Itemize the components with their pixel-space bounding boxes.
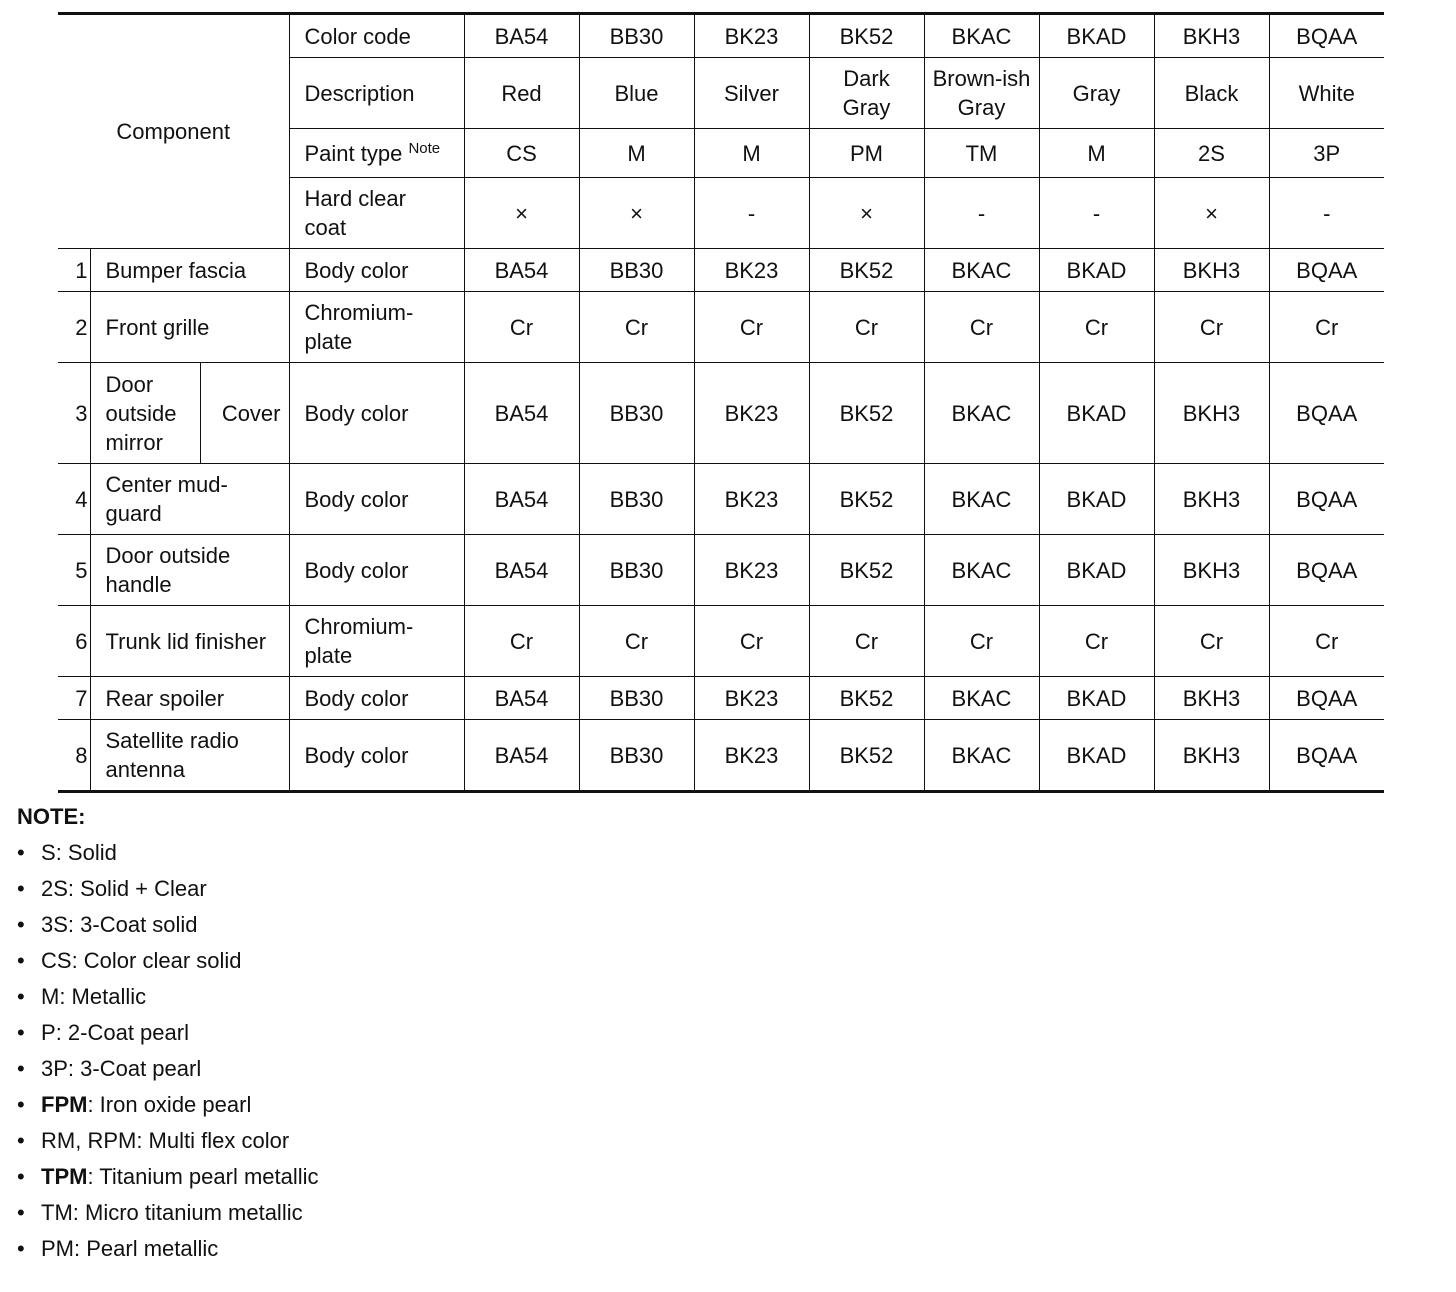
component-name: Door outside handle	[90, 535, 289, 606]
table-row	[58, 249, 1384, 292]
finish-type: Chromium-plate	[289, 292, 464, 363]
value-cell: BK23	[694, 249, 809, 292]
bullet: •	[17, 1236, 25, 1261]
paint-type-cell: CS	[464, 129, 579, 178]
color-code-cell: BA54	[464, 14, 579, 58]
value-cell: BQAA	[1269, 535, 1384, 606]
component-name: Rear spoiler	[90, 677, 289, 720]
value-cell: Cr	[464, 606, 579, 677]
value-cell: BK52	[809, 720, 924, 792]
row-number: 1	[58, 249, 90, 292]
bullet: •	[17, 1056, 25, 1081]
value-cell: BKAD	[1039, 720, 1154, 792]
row-number: 5	[58, 535, 90, 606]
note-text: : Solid	[55, 840, 117, 865]
bullet: •	[17, 840, 25, 865]
paint-type-cell: 3P	[1269, 129, 1384, 178]
hard-clear-cell: ×	[579, 178, 694, 249]
table-row	[58, 606, 1384, 677]
value-cell: Cr	[694, 606, 809, 677]
value-cell: Cr	[1154, 606, 1269, 677]
paint-type-note-sup: Note	[408, 139, 441, 157]
value-cell: Cr	[579, 292, 694, 363]
note-text: : Micro titanium metallic	[72, 1200, 303, 1225]
value-cell: BKH3	[1154, 363, 1269, 464]
value-cell: BK23	[694, 464, 809, 535]
table-row	[58, 720, 1384, 792]
hard-clear-cell: -	[924, 178, 1039, 249]
bullet: •	[17, 876, 25, 901]
note-code: CS	[41, 948, 72, 973]
value-cell: BQAA	[1269, 720, 1384, 792]
list-item	[17, 875, 319, 911]
hard-clear-cell: ×	[1154, 178, 1269, 249]
value-cell: Cr	[1039, 606, 1154, 677]
value-cell: BA54	[464, 677, 579, 720]
note-code: 3P	[41, 1056, 68, 1081]
hard-clear-cell: ×	[464, 178, 579, 249]
finish-type: Body color	[289, 677, 464, 720]
value-cell: Cr	[1269, 292, 1384, 363]
value-cell: BB30	[579, 720, 694, 792]
note-code: P	[41, 1020, 56, 1045]
row-number: 7	[58, 677, 90, 720]
paint-type-cell: 2S	[1154, 129, 1269, 178]
note-text: : Metallic	[59, 984, 147, 1009]
hard-clear-cell: -	[1269, 178, 1384, 249]
bullet: •	[17, 1164, 25, 1189]
bullet: •	[17, 984, 25, 1009]
note-text: : Multi flex color	[136, 1128, 290, 1153]
value-cell: BK52	[809, 535, 924, 606]
note-text: : Color clear solid	[71, 948, 242, 973]
value-cell: BKAD	[1039, 677, 1154, 720]
finish-type: Body color	[289, 720, 464, 792]
notes-section	[17, 803, 319, 1271]
row-number: 4	[58, 464, 90, 535]
description-cell: Silver	[694, 58, 809, 129]
description-cell: Black	[1154, 58, 1269, 129]
value-cell: Cr	[1039, 292, 1154, 363]
value-cell: BKAC	[924, 535, 1039, 606]
color-code-cell: BQAA	[1269, 14, 1384, 58]
hard-clear-cell: -	[694, 178, 809, 249]
value-cell: Cr	[579, 606, 694, 677]
paint-type-cell: TM	[924, 129, 1039, 178]
list-item	[17, 911, 319, 947]
component-header: Component	[58, 14, 289, 249]
value-cell: Cr	[924, 606, 1039, 677]
hard-clear-cell: ×	[809, 178, 924, 249]
list-item	[17, 839, 319, 875]
color-code-cell: BK52	[809, 14, 924, 58]
header-row-color-code	[58, 14, 1384, 58]
paint-color-table	[58, 12, 1384, 793]
list-item	[17, 1163, 319, 1199]
value-cell: BKAC	[924, 464, 1039, 535]
value-cell: Cr	[1154, 292, 1269, 363]
value-cell: BQAA	[1269, 677, 1384, 720]
finish-type: Chromium-plate	[289, 606, 464, 677]
table-row	[58, 292, 1384, 363]
component-subpart: Cover	[200, 363, 289, 464]
value-cell: BB30	[579, 535, 694, 606]
paint-type-cell: M	[694, 129, 809, 178]
hard-clear-label: Hard clear coat	[289, 178, 464, 249]
note-text: : 2-Coat pearl	[55, 1020, 189, 1045]
value-cell: Cr	[809, 292, 924, 363]
value-cell: Cr	[694, 292, 809, 363]
note-code: M	[41, 984, 60, 1009]
paint-type-cell: PM	[809, 129, 924, 178]
value-cell: Cr	[809, 606, 924, 677]
value-cell: BK23	[694, 535, 809, 606]
list-item	[17, 1127, 319, 1163]
value-cell: BKAD	[1039, 535, 1154, 606]
row-number: 6	[58, 606, 90, 677]
value-cell: BB30	[579, 464, 694, 535]
value-cell: Cr	[1269, 606, 1384, 677]
value-cell: BA54	[464, 464, 579, 535]
value-cell: BA54	[464, 249, 579, 292]
paint-type-label	[289, 129, 464, 178]
value-cell: BK23	[694, 720, 809, 792]
bullet: •	[17, 912, 25, 937]
value-cell: BQAA	[1269, 464, 1384, 535]
value-cell: BKH3	[1154, 677, 1269, 720]
note-text: : 3-Coat solid	[67, 912, 198, 937]
value-cell: BQAA	[1269, 249, 1384, 292]
description-cell: Gray	[1039, 58, 1154, 129]
color-code-label: Color code	[289, 14, 464, 58]
value-cell: BQAA	[1269, 363, 1384, 464]
bullet: •	[17, 1128, 25, 1153]
note-code: S	[41, 840, 56, 865]
note-code: TM	[41, 1200, 73, 1225]
value-cell: Cr	[924, 292, 1039, 363]
row-number: 2	[58, 292, 90, 363]
table-row	[58, 677, 1384, 720]
description-cell: White	[1269, 58, 1384, 129]
bullet: •	[17, 1020, 25, 1045]
list-item	[17, 1235, 319, 1271]
note-text: : Pearl metallic	[74, 1236, 219, 1261]
note-code: FPM	[41, 1092, 88, 1117]
note-code: 2S	[41, 876, 68, 901]
color-code-cell: BKH3	[1154, 14, 1269, 58]
table-row	[58, 363, 1384, 464]
value-cell: BK52	[809, 464, 924, 535]
paint-type-cell: M	[1039, 129, 1154, 178]
color-code-cell: BK23	[694, 14, 809, 58]
component-name: Trunk lid finisher	[90, 606, 289, 677]
value-cell: Cr	[464, 292, 579, 363]
value-cell: BB30	[579, 249, 694, 292]
value-cell: BA54	[464, 720, 579, 792]
description-cell: Blue	[579, 58, 694, 129]
description-cell: Brown-ish Gray	[924, 58, 1039, 129]
component-name: Front grille	[90, 292, 289, 363]
value-cell: BKAC	[924, 677, 1039, 720]
value-cell: BK52	[809, 677, 924, 720]
value-cell: BKH3	[1154, 249, 1269, 292]
finish-type: Body color	[289, 535, 464, 606]
value-cell: BKAD	[1039, 363, 1154, 464]
component-name: Center mud-guard	[90, 464, 289, 535]
finish-type: Body color	[289, 464, 464, 535]
color-code-cell: BKAC	[924, 14, 1039, 58]
bullet: •	[17, 1092, 25, 1117]
value-cell: BB30	[579, 677, 694, 720]
row-number: 8	[58, 720, 90, 792]
component-name: Satellite radio antenna	[90, 720, 289, 792]
description-cell: Dark Gray	[809, 58, 924, 129]
value-cell: BK52	[809, 363, 924, 464]
notes-list	[17, 839, 319, 1271]
value-cell: BKAD	[1039, 464, 1154, 535]
hard-clear-cell: -	[1039, 178, 1154, 249]
paint-type-text: Paint type	[304, 140, 403, 166]
value-cell: BKAD	[1039, 249, 1154, 292]
list-item	[17, 1055, 319, 1091]
finish-type: Body color	[289, 363, 464, 464]
note-code: PM	[41, 1236, 74, 1261]
row-number: 3	[58, 363, 90, 464]
value-cell: BKAC	[924, 363, 1039, 464]
bullet: •	[17, 948, 25, 973]
list-item	[17, 1199, 319, 1235]
list-item	[17, 1091, 319, 1127]
value-cell: BKH3	[1154, 535, 1269, 606]
note-text: : Solid + Clear	[67, 876, 207, 901]
note-code: TPM	[41, 1164, 88, 1189]
value-cell: BA54	[464, 363, 579, 464]
value-cell: BA54	[464, 535, 579, 606]
note-text: : Titanium pearl metallic	[87, 1164, 319, 1189]
value-cell: BKH3	[1154, 464, 1269, 535]
value-cell: BK23	[694, 677, 809, 720]
color-code-cell: BKAD	[1039, 14, 1154, 58]
component-name: Door outside mirror	[90, 363, 200, 464]
bullet: •	[17, 1200, 25, 1225]
table-row	[58, 535, 1384, 606]
color-code-cell: BB30	[579, 14, 694, 58]
value-cell: BB30	[579, 363, 694, 464]
component-name: Bumper fascia	[90, 249, 289, 292]
description-cell: Red	[464, 58, 579, 129]
table-row	[58, 464, 1384, 535]
note-code: 3S	[41, 912, 68, 937]
note-text: : 3-Coat pearl	[67, 1056, 202, 1081]
value-cell: BKAC	[924, 720, 1039, 792]
paint-type-cell: M	[579, 129, 694, 178]
description-label: Description	[289, 58, 464, 129]
list-item	[17, 983, 319, 1019]
value-cell: BK23	[694, 363, 809, 464]
value-cell: BKAC	[924, 249, 1039, 292]
note-code: RM, RPM	[41, 1128, 137, 1153]
finish-type: Body color	[289, 249, 464, 292]
list-item	[17, 1019, 319, 1055]
value-cell: BKH3	[1154, 720, 1269, 792]
value-cell: BK52	[809, 249, 924, 292]
notes-title: NOTE:	[17, 804, 86, 829]
list-item	[17, 947, 319, 983]
note-text: : Iron oxide pearl	[87, 1092, 252, 1117]
